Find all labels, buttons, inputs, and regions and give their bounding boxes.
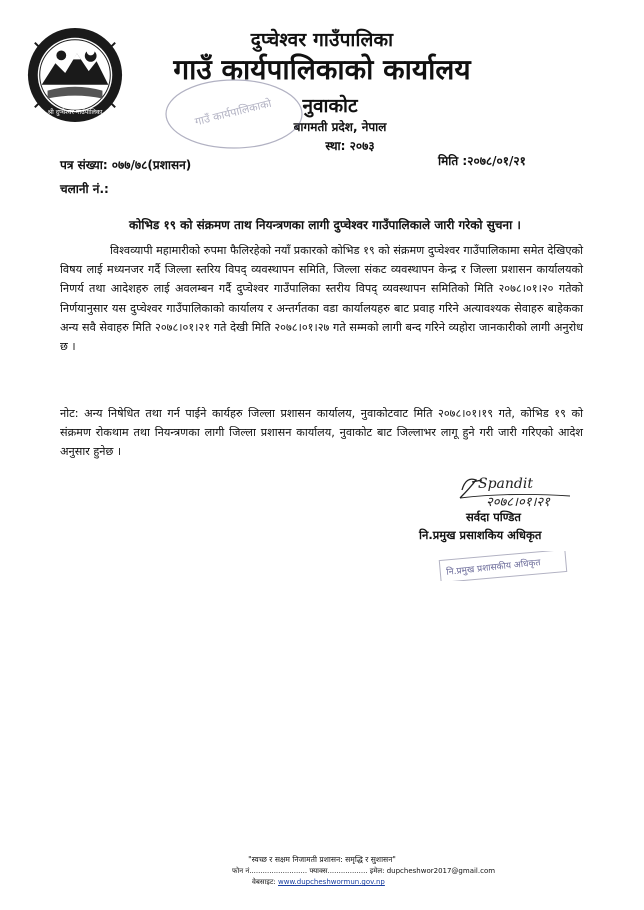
body-paragraph-1: विश्वव्यापी महामारीको रुपमा फैलिरहेको नयाँ प्रकारको कोभिड १९ को संक्रमण दुप्चेश्वर गाउँपालिकामा समेत देखिएको विषय लाई मध्यनजर गर्दै जिल्ला स्तरिय विपद् व्यवस्थापन समिति, जिल्ला संकट व्यवस्थापन केन्द्र र जिल्ला प्रशासन कार्यालयको निणर्य तथा आदेशहरु लाई अवलम्बन गर्दै दुप्चेश्वर गाउँपालिका स्तरीय विपद् व्यवस्थापन समितिको मिति २०७८।०१।२० गतेको निर्णयानुसार यस दुप्चेश्वर गाउँपालिकाको कार्यालय र अन्तर्गतका वडा कार्यालयहरु बाट प्रवाह गरिने अत्यावश्यक सेवाहरु बाहेकका अन्य सवै सेवाहरु मिति २०७८।०१।२१ गते देखी मिति २०७८।०१।२७ गते सम्मको लागी बन्द गरिने व्यहोरा जानकारीको लागी अनुरोध छ । bbox=[60, 244, 583, 354]
district-name: नुवाकोट bbox=[302, 95, 358, 117]
reference-number: पत्र संख्या: ०७७/७८(प्रशासन) bbox=[60, 158, 192, 172]
municipality-name: दुप्चेश्वर गाउँपालिका bbox=[250, 29, 394, 51]
signature-mark bbox=[452, 468, 580, 512]
signatory-title: नि.प्रमुख प्रसाशकिय अधिकृत bbox=[419, 528, 542, 542]
fax-label: फ्याक्स bbox=[309, 867, 328, 875]
letter-date: मिति :२०७८/०१/२१ bbox=[438, 154, 526, 168]
emblem-text: श्री दुप्चेश्वर गाउँपालिका bbox=[47, 108, 103, 117]
website-label: वेबसाइट: bbox=[252, 878, 276, 886]
footer-website bbox=[252, 878, 385, 887]
signatory-name: सर्वदा पण्डित bbox=[466, 510, 521, 524]
officer-stamp-text: नि.प्रमुख प्रशासकीय अधिकृत bbox=[445, 558, 542, 578]
footer-motto: "स्वच्छ र सक्षम निजामती प्रशासन: समृद्धि र सुशासन" bbox=[248, 855, 396, 864]
email-label: इमेल: bbox=[369, 867, 385, 875]
phone-label: फोन नं. bbox=[232, 867, 252, 875]
footer-contact: फोन नं.......................... फ्याक्स.................. इमेल: dupcheshwor2017@gmail.com bbox=[232, 867, 496, 875]
email-address[interactable]: dupcheshwor2017@gmail.com bbox=[386, 867, 496, 875]
office-name: गाउँ कार्यपालिकाको कार्यालय bbox=[173, 53, 471, 86]
website-link[interactable]: www.dupcheshwormun.gov.np bbox=[278, 878, 385, 886]
signature-text: Spandit bbox=[478, 476, 533, 492]
established-year: स्था: २०७३ bbox=[325, 139, 375, 153]
province-name: बागमती प्रदेश, नेपाल bbox=[293, 120, 387, 134]
stamp-top-text: गाउँ कार्यपालिकाको bbox=[193, 96, 273, 129]
signature-date: २०७८।०१।२१ bbox=[486, 495, 550, 510]
dispatch-number: चलानी नं.: bbox=[60, 182, 109, 196]
office-stamp bbox=[162, 72, 307, 150]
subject-line: कोभिड १९ को संक्रमण ताथ नियन्त्रणका लागी दुप्चेश्वर गाउँपालिकाले जारी गरेको सुचना । bbox=[129, 218, 521, 232]
body-paragraph-2: नोट: अन्य निषेधित तथा गर्न पाईने कार्यहरु जिल्ला प्रशासन कार्यालय, नुवाकोटवाट मिति २०७८।०१।१९ गते, कोभिड १९ को संक्रमण रोकथाम तथा नियन्त्रणका लागी जिल्ला प्रशासन कार्यालय, नुवाकोट बाट जिल्लाभर लागू हुने गरी जारी गरिएको आदेश अनुसार हुनेछ । bbox=[60, 407, 583, 459]
